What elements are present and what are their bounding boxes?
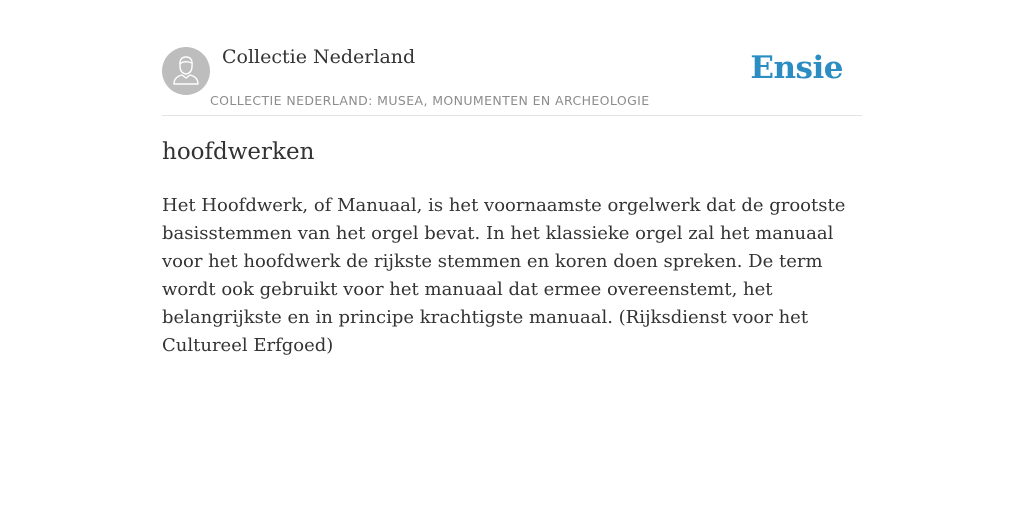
entry-term: hoofdwerken [162,139,315,165]
author-name[interactable]: Collectie Nederland [222,46,416,68]
entry-definition: Het Hoofdwerk, of Manuaal, is het voornaamste orgelwerk dat de grootste basisstemmen van het orgel bevat. In het klassieke orgel zal het manuaal voor het hoofdwerk de rijkste stemmen en koren doen spreken. De term wordt ook gebruikt voor het manuaal dat ermee overeenstemt, het belangrijkste en in principe krachtigste manuaal. (Rijksdienst voor het Cultureel Erfgoed) [162,195,846,356]
author-subtitle[interactable]: COLLECTIE NEDERLAND: MUSEA, MONUMENTEN EN ARCHEOLOGIE [210,93,650,108]
ensie-logo[interactable]: Ensie [750,50,843,86]
entry-header [162,40,862,116]
user-avatar-icon[interactable] [162,47,210,95]
